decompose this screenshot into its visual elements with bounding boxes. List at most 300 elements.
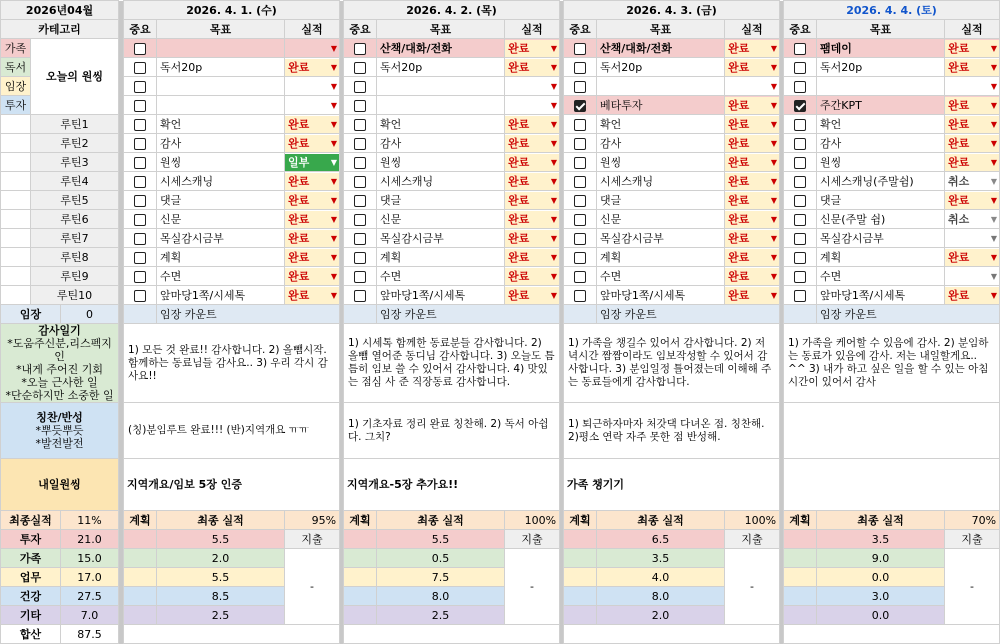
result-dropdown[interactable] [945, 248, 1000, 267]
dropdown-arrow-icon[interactable]: ▼ [770, 62, 778, 72]
checkbox-icon[interactable] [574, 119, 586, 131]
checkbox-icon[interactable] [574, 138, 586, 150]
checkbox-icon[interactable] [794, 138, 806, 150]
result-dropdown[interactable] [285, 115, 340, 134]
goal-cell[interactable]: 감사 [157, 134, 285, 153]
importance-checkbox[interactable] [124, 191, 157, 210]
importance-checkbox[interactable] [784, 229, 817, 248]
status-chip[interactable] [725, 97, 779, 114]
dropdown-arrow-icon[interactable]: ▼ [550, 176, 558, 186]
goal-cell[interactable]: 확언 [597, 115, 725, 134]
status-chip[interactable] [945, 40, 999, 57]
goal-cell[interactable]: 산책/대화/전화 [597, 39, 725, 58]
checkbox-icon[interactable] [794, 100, 806, 112]
importance-checkbox[interactable] [344, 58, 377, 77]
dropdown-arrow-icon[interactable]: ▼ [330, 214, 338, 224]
status-chip[interactable] [505, 230, 559, 247]
checkbox-icon[interactable] [354, 100, 366, 112]
tomorrow-entry[interactable] [784, 459, 1000, 511]
checkbox-icon[interactable] [574, 252, 586, 264]
importance-checkbox[interactable] [344, 229, 377, 248]
status-chip[interactable] [725, 192, 779, 209]
goal-cell[interactable]: 원씽 [817, 153, 945, 172]
importance-checkbox[interactable] [564, 191, 597, 210]
result-dropdown[interactable] [285, 267, 340, 286]
importance-checkbox[interactable] [564, 229, 597, 248]
importance-checkbox[interactable] [124, 115, 157, 134]
goal-cell[interactable] [377, 77, 505, 96]
result-dropdown[interactable] [285, 191, 340, 210]
checkbox-icon[interactable] [134, 138, 146, 150]
checkbox-icon[interactable] [794, 43, 806, 55]
status-chip[interactable] [725, 211, 779, 228]
dropdown-arrow-icon[interactable]: ▼ [770, 100, 778, 110]
result-dropdown[interactable] [285, 153, 340, 172]
goal-cell[interactable]: 시세스캐닝 [157, 172, 285, 191]
result-dropdown[interactable] [945, 96, 1000, 115]
goal-cell[interactable]: 독서20p [157, 58, 285, 77]
checkbox-icon[interactable] [354, 43, 366, 55]
goal-cell[interactable]: 목실감시금부 [597, 229, 725, 248]
status-chip[interactable] [285, 287, 339, 304]
checkbox-icon[interactable] [134, 176, 146, 188]
dropdown-arrow-icon[interactable]: ▼ [770, 176, 778, 186]
tomorrow-entry[interactable]: 지역개요-5장 추가요!! [344, 459, 560, 511]
result-dropdown[interactable] [725, 96, 780, 115]
importance-checkbox[interactable] [564, 210, 597, 229]
checkbox-icon[interactable] [134, 81, 146, 93]
goal-cell[interactable]: 원씽 [157, 153, 285, 172]
result-dropdown[interactable] [945, 77, 1000, 96]
status-chip[interactable] [505, 154, 559, 171]
goal-cell[interactable]: 앞마당1쪽/시세톡 [377, 286, 505, 305]
result-dropdown[interactable] [945, 286, 1000, 305]
importance-checkbox[interactable] [344, 153, 377, 172]
checkbox-icon[interactable] [134, 119, 146, 131]
result-dropdown[interactable] [725, 210, 780, 229]
importance-checkbox[interactable] [124, 134, 157, 153]
result-dropdown[interactable] [285, 229, 340, 248]
checkbox-icon[interactable] [354, 157, 366, 169]
importance-checkbox[interactable] [784, 96, 817, 115]
dropdown-arrow-icon[interactable]: ▼ [330, 157, 338, 167]
checkbox-icon[interactable] [574, 100, 586, 112]
importance-checkbox[interactable] [564, 39, 597, 58]
status-chip[interactable] [945, 135, 999, 152]
dropdown-arrow-icon[interactable]: ▼ [990, 62, 998, 72]
status-chip[interactable] [945, 211, 999, 228]
importance-checkbox[interactable] [564, 58, 597, 77]
importance-checkbox[interactable] [124, 153, 157, 172]
status-chip[interactable] [945, 173, 999, 190]
status-chip[interactable] [505, 97, 559, 114]
status-chip[interactable] [285, 211, 339, 228]
importance-checkbox[interactable] [564, 267, 597, 286]
dropdown-arrow-icon[interactable]: ▼ [550, 195, 558, 205]
status-chip[interactable] [505, 78, 559, 95]
checkbox-icon[interactable] [574, 271, 586, 283]
checkbox-icon[interactable] [354, 271, 366, 283]
result-dropdown[interactable] [505, 115, 560, 134]
result-dropdown[interactable] [505, 58, 560, 77]
importance-checkbox[interactable] [564, 286, 597, 305]
status-chip[interactable] [505, 192, 559, 209]
checkbox-icon[interactable] [354, 252, 366, 264]
goal-cell[interactable]: 감사 [377, 134, 505, 153]
dropdown-arrow-icon[interactable]: ▼ [550, 157, 558, 167]
importance-checkbox[interactable] [124, 58, 157, 77]
dropdown-arrow-icon[interactable]: ▼ [990, 157, 998, 167]
dropdown-arrow-icon[interactable]: ▼ [770, 81, 778, 91]
result-dropdown[interactable] [505, 191, 560, 210]
dropdown-arrow-icon[interactable]: ▼ [330, 138, 338, 148]
dropdown-arrow-icon[interactable]: ▼ [330, 176, 338, 186]
checkbox-icon[interactable] [354, 233, 366, 245]
goal-cell[interactable]: 계획 [377, 248, 505, 267]
result-dropdown[interactable] [505, 153, 560, 172]
importance-checkbox[interactable] [344, 267, 377, 286]
dropdown-arrow-icon[interactable]: ▼ [990, 252, 998, 262]
dropdown-arrow-icon[interactable]: ▼ [770, 195, 778, 205]
importance-checkbox[interactable] [344, 39, 377, 58]
checkbox-icon[interactable] [354, 214, 366, 226]
checkbox-icon[interactable] [794, 176, 806, 188]
dropdown-arrow-icon[interactable]: ▼ [330, 43, 338, 53]
importance-checkbox[interactable] [344, 115, 377, 134]
checkbox-icon[interactable] [354, 290, 366, 302]
goal-cell[interactable]: 앞마당1쪽/시세톡 [817, 286, 945, 305]
dropdown-arrow-icon[interactable]: ▼ [550, 81, 558, 91]
importance-checkbox[interactable] [784, 191, 817, 210]
dropdown-arrow-icon[interactable]: ▼ [330, 100, 338, 110]
checkbox-icon[interactable] [134, 252, 146, 264]
status-chip[interactable] [505, 249, 559, 266]
status-chip[interactable] [945, 287, 999, 304]
status-chip[interactable] [945, 249, 999, 266]
dropdown-arrow-icon[interactable]: ▼ [990, 195, 998, 205]
checkbox-icon[interactable] [134, 100, 146, 112]
status-chip[interactable] [285, 116, 339, 133]
goal-cell[interactable]: 확언 [817, 115, 945, 134]
result-dropdown[interactable] [725, 248, 780, 267]
dropdown-arrow-icon[interactable]: ▼ [990, 176, 998, 186]
result-dropdown[interactable] [725, 77, 780, 96]
goal-cell[interactable]: 수면 [157, 267, 285, 286]
importance-checkbox[interactable] [564, 96, 597, 115]
goal-cell[interactable]: 신문 [157, 210, 285, 229]
checkbox-icon[interactable] [794, 290, 806, 302]
importance-checkbox[interactable] [784, 115, 817, 134]
result-dropdown[interactable] [505, 286, 560, 305]
goal-cell[interactable]: 계획 [597, 248, 725, 267]
result-dropdown[interactable] [945, 58, 1000, 77]
goal-cell[interactable]: 계획 [817, 248, 945, 267]
status-chip[interactable] [285, 173, 339, 190]
dropdown-arrow-icon[interactable]: ▼ [990, 138, 998, 148]
gratitude-entry[interactable]: 1) 가족을 케어할 수 있음에 감사. 2) 분임하는 동료가 있음에 감사. 저는 내일할게요.. ^^ 3) 내가 하고 싶은 일을 할 수 있는 아침시간이 있어서 감사 [784, 324, 1000, 403]
praise-entry[interactable]: (칭)분임루트 완료!!! (반)지역개요 ㅠㅠ [124, 403, 340, 459]
dropdown-arrow-icon[interactable]: ▼ [330, 233, 338, 243]
importance-checkbox[interactable] [784, 134, 817, 153]
dropdown-arrow-icon[interactable]: ▼ [770, 119, 778, 129]
goal-cell[interactable]: 계획 [157, 248, 285, 267]
importance-checkbox[interactable] [344, 134, 377, 153]
dropdown-arrow-icon[interactable]: ▼ [330, 290, 338, 300]
checkbox-icon[interactable] [354, 176, 366, 188]
dropdown-arrow-icon[interactable]: ▼ [550, 119, 558, 129]
dropdown-arrow-icon[interactable]: ▼ [330, 119, 338, 129]
dropdown-arrow-icon[interactable]: ▼ [770, 271, 778, 281]
result-dropdown[interactable] [285, 134, 340, 153]
result-dropdown[interactable] [725, 191, 780, 210]
checkbox-icon[interactable] [574, 290, 586, 302]
praise-entry[interactable]: 1) 퇴근하자마자 처갓댁 다녀온 점. 칭찬해. 2)평소 연락 자주 못한 점 반성해. [564, 403, 780, 459]
importance-checkbox[interactable] [784, 210, 817, 229]
importance-checkbox[interactable] [344, 172, 377, 191]
dropdown-arrow-icon[interactable]: ▼ [990, 214, 998, 224]
result-dropdown[interactable] [725, 58, 780, 77]
goal-cell[interactable]: 수면 [597, 267, 725, 286]
importance-checkbox[interactable] [124, 39, 157, 58]
checkbox-icon[interactable] [794, 62, 806, 74]
importance-checkbox[interactable] [784, 172, 817, 191]
result-dropdown[interactable] [725, 286, 780, 305]
dropdown-arrow-icon[interactable]: ▼ [770, 233, 778, 243]
praise-entry[interactable]: 1) 기초자료 정리 완료 칭찬해. 2) 독서 아쉽다. 그치? [344, 403, 560, 459]
result-dropdown[interactable] [725, 134, 780, 153]
goal-cell[interactable]: 원씽 [377, 153, 505, 172]
importance-checkbox[interactable] [564, 153, 597, 172]
result-dropdown[interactable] [945, 172, 1000, 191]
importance-checkbox[interactable] [344, 77, 377, 96]
checkbox-icon[interactable] [354, 81, 366, 93]
checkbox-icon[interactable] [794, 214, 806, 226]
checkbox-icon[interactable] [134, 271, 146, 283]
goal-cell[interactable]: 시세스캐닝 [377, 172, 505, 191]
tomorrow-entry[interactable]: 가족 챙기기 [564, 459, 780, 511]
status-chip[interactable] [725, 135, 779, 152]
status-chip[interactable] [285, 192, 339, 209]
result-dropdown[interactable] [945, 229, 1000, 248]
status-chip[interactable] [505, 116, 559, 133]
checkbox-icon[interactable] [354, 62, 366, 74]
result-dropdown[interactable] [505, 267, 560, 286]
dropdown-arrow-icon[interactable]: ▼ [330, 62, 338, 72]
status-chip[interactable] [285, 78, 339, 95]
dropdown-arrow-icon[interactable]: ▼ [770, 138, 778, 148]
goal-cell[interactable]: 독서20p [377, 58, 505, 77]
checkbox-icon[interactable] [354, 195, 366, 207]
importance-checkbox[interactable] [344, 96, 377, 115]
result-dropdown[interactable] [285, 39, 340, 58]
importance-checkbox[interactable] [124, 77, 157, 96]
goal-cell[interactable]: 확언 [157, 115, 285, 134]
result-dropdown[interactable] [725, 39, 780, 58]
status-chip[interactable] [505, 59, 559, 76]
checkbox-icon[interactable] [794, 157, 806, 169]
checkbox-icon[interactable] [134, 290, 146, 302]
status-chip[interactable] [725, 268, 779, 285]
status-chip[interactable] [725, 59, 779, 76]
checkbox-icon[interactable] [354, 119, 366, 131]
dropdown-arrow-icon[interactable]: ▼ [990, 119, 998, 129]
status-chip[interactable] [945, 59, 999, 76]
result-dropdown[interactable] [945, 191, 1000, 210]
checkbox-icon[interactable] [134, 233, 146, 245]
status-chip[interactable] [945, 116, 999, 133]
goal-cell[interactable]: 댓글 [597, 191, 725, 210]
status-chip[interactable] [945, 97, 999, 114]
importance-checkbox[interactable] [124, 286, 157, 305]
dropdown-arrow-icon[interactable]: ▼ [770, 214, 778, 224]
status-chip[interactable] [725, 287, 779, 304]
dropdown-arrow-icon[interactable]: ▼ [990, 290, 998, 300]
checkbox-icon[interactable] [134, 214, 146, 226]
status-chip[interactable] [285, 154, 339, 171]
goal-cell[interactable]: 수면 [817, 267, 945, 286]
goal-cell[interactable] [157, 39, 285, 58]
importance-checkbox[interactable] [784, 248, 817, 267]
result-dropdown[interactable] [725, 229, 780, 248]
goal-cell[interactable]: 팸데이 [817, 39, 945, 58]
result-dropdown[interactable] [945, 267, 1000, 286]
dropdown-arrow-icon[interactable]: ▼ [550, 100, 558, 110]
status-chip[interactable] [505, 268, 559, 285]
importance-checkbox[interactable] [344, 210, 377, 229]
gratitude-entry[interactable]: 1) 가족을 챙길수 있어서 감사합니다. 2) 저녁시간 짬짬이라도 임보작성할 수 있어서 감사합니다. 3) 분임일정 틀어졌는데 이해해 주는 동료들에게 감사합니다. [564, 324, 780, 403]
checkbox-icon[interactable] [134, 157, 146, 169]
status-chip[interactable] [505, 287, 559, 304]
importance-checkbox[interactable] [564, 115, 597, 134]
importance-checkbox[interactable] [344, 286, 377, 305]
goal-cell[interactable]: 앞마당1쪽/시세톡 [597, 286, 725, 305]
goal-cell[interactable]: 산책/대화/전화 [377, 39, 505, 58]
result-dropdown[interactable] [945, 115, 1000, 134]
importance-checkbox[interactable] [124, 172, 157, 191]
result-dropdown[interactable] [505, 134, 560, 153]
result-dropdown[interactable] [505, 229, 560, 248]
goal-cell[interactable]: 목실감시금부 [157, 229, 285, 248]
goal-cell[interactable]: 확언 [377, 115, 505, 134]
dropdown-arrow-icon[interactable]: ▼ [550, 214, 558, 224]
dropdown-arrow-icon[interactable]: ▼ [990, 81, 998, 91]
status-chip[interactable] [725, 230, 779, 247]
checkbox-icon[interactable] [134, 195, 146, 207]
checkbox-icon[interactable] [794, 233, 806, 245]
status-chip[interactable] [945, 78, 999, 95]
importance-checkbox[interactable] [784, 153, 817, 172]
result-dropdown[interactable] [505, 172, 560, 191]
gratitude-entry[interactable]: 1) 시세톡 함께한 동료분들 감사합니다. 2) 올뺌 열어준 동디님 감사합니다. 3) 오늘도 틈틈히 임보 쓸 수 있어서 감사합니다. 4) 맛있는 점심 사 준 직장동료 감사합니다. [344, 324, 560, 403]
status-chip[interactable] [945, 154, 999, 171]
status-chip[interactable] [505, 135, 559, 152]
status-chip[interactable] [285, 268, 339, 285]
goal-cell[interactable]: 댓글 [377, 191, 505, 210]
importance-checkbox[interactable] [124, 248, 157, 267]
result-dropdown[interactable] [285, 172, 340, 191]
importance-checkbox[interactable] [344, 248, 377, 267]
goal-cell[interactable] [597, 77, 725, 96]
status-chip[interactable] [725, 40, 779, 57]
importance-checkbox[interactable] [124, 210, 157, 229]
status-chip[interactable] [945, 268, 999, 285]
result-dropdown[interactable] [505, 39, 560, 58]
importance-checkbox[interactable] [564, 172, 597, 191]
goal-cell[interactable]: 시세스캐닝 [597, 172, 725, 191]
checkbox-icon[interactable] [574, 81, 586, 93]
result-dropdown[interactable] [945, 134, 1000, 153]
dropdown-arrow-icon[interactable]: ▼ [330, 81, 338, 91]
goal-cell[interactable]: 수면 [377, 267, 505, 286]
status-chip[interactable] [505, 211, 559, 228]
tomorrow-entry[interactable]: 지역개요/임보 5장 인증 [124, 459, 340, 511]
dropdown-arrow-icon[interactable]: ▼ [550, 233, 558, 243]
dropdown-arrow-icon[interactable]: ▼ [550, 290, 558, 300]
result-dropdown[interactable] [505, 96, 560, 115]
checkbox-icon[interactable] [574, 214, 586, 226]
goal-cell[interactable]: 목실감시금부 [377, 229, 505, 248]
goal-cell[interactable]: 독서20p [597, 58, 725, 77]
result-dropdown[interactable] [285, 210, 340, 229]
result-dropdown[interactable] [945, 153, 1000, 172]
goal-cell[interactable]: 신문(주말 쉼) [817, 210, 945, 229]
checkbox-icon[interactable] [574, 43, 586, 55]
result-dropdown[interactable] [285, 248, 340, 267]
dropdown-arrow-icon[interactable]: ▼ [990, 43, 998, 53]
checkbox-icon[interactable] [794, 195, 806, 207]
checkbox-icon[interactable] [794, 119, 806, 131]
importance-checkbox[interactable] [784, 267, 817, 286]
result-dropdown[interactable] [285, 58, 340, 77]
importance-checkbox[interactable] [344, 191, 377, 210]
dropdown-arrow-icon[interactable]: ▼ [770, 43, 778, 53]
status-chip[interactable] [505, 173, 559, 190]
goal-cell[interactable]: 앞마당1쪽/시세톡 [157, 286, 285, 305]
dropdown-arrow-icon[interactable]: ▼ [770, 252, 778, 262]
status-chip[interactable] [725, 154, 779, 171]
result-dropdown[interactable] [725, 172, 780, 191]
result-dropdown[interactable] [505, 248, 560, 267]
checkbox-icon[interactable] [794, 252, 806, 264]
result-dropdown[interactable] [505, 77, 560, 96]
goal-cell[interactable]: 원씽 [597, 153, 725, 172]
status-chip[interactable] [285, 59, 339, 76]
dropdown-arrow-icon[interactable]: ▼ [330, 252, 338, 262]
importance-checkbox[interactable] [564, 248, 597, 267]
result-dropdown[interactable] [505, 210, 560, 229]
status-chip[interactable] [285, 135, 339, 152]
status-chip[interactable] [725, 173, 779, 190]
goal-cell[interactable]: 신문 [597, 210, 725, 229]
praise-entry[interactable] [784, 403, 1000, 459]
goal-cell[interactable]: 신문 [377, 210, 505, 229]
checkbox-icon[interactable] [574, 176, 586, 188]
gratitude-entry[interactable]: 1) 모든 것 완료!! 감사합니다. 2) 올뺌시작. 함께하는 동료님들 감사요.. 3) 우리 각시 감사요!! [124, 324, 340, 403]
importance-checkbox[interactable] [784, 286, 817, 305]
status-chip[interactable] [945, 230, 999, 247]
status-chip[interactable] [285, 97, 339, 114]
importance-checkbox[interactable] [124, 229, 157, 248]
goal-cell[interactable]: 댓글 [817, 191, 945, 210]
result-dropdown[interactable] [725, 153, 780, 172]
checkbox-icon[interactable] [574, 195, 586, 207]
result-dropdown[interactable] [945, 39, 1000, 58]
dropdown-arrow-icon[interactable]: ▼ [550, 252, 558, 262]
goal-cell[interactable]: 감사 [597, 134, 725, 153]
goal-cell[interactable] [377, 96, 505, 115]
importance-checkbox[interactable] [124, 96, 157, 115]
goal-cell[interactable]: 목실감시금부 [817, 229, 945, 248]
